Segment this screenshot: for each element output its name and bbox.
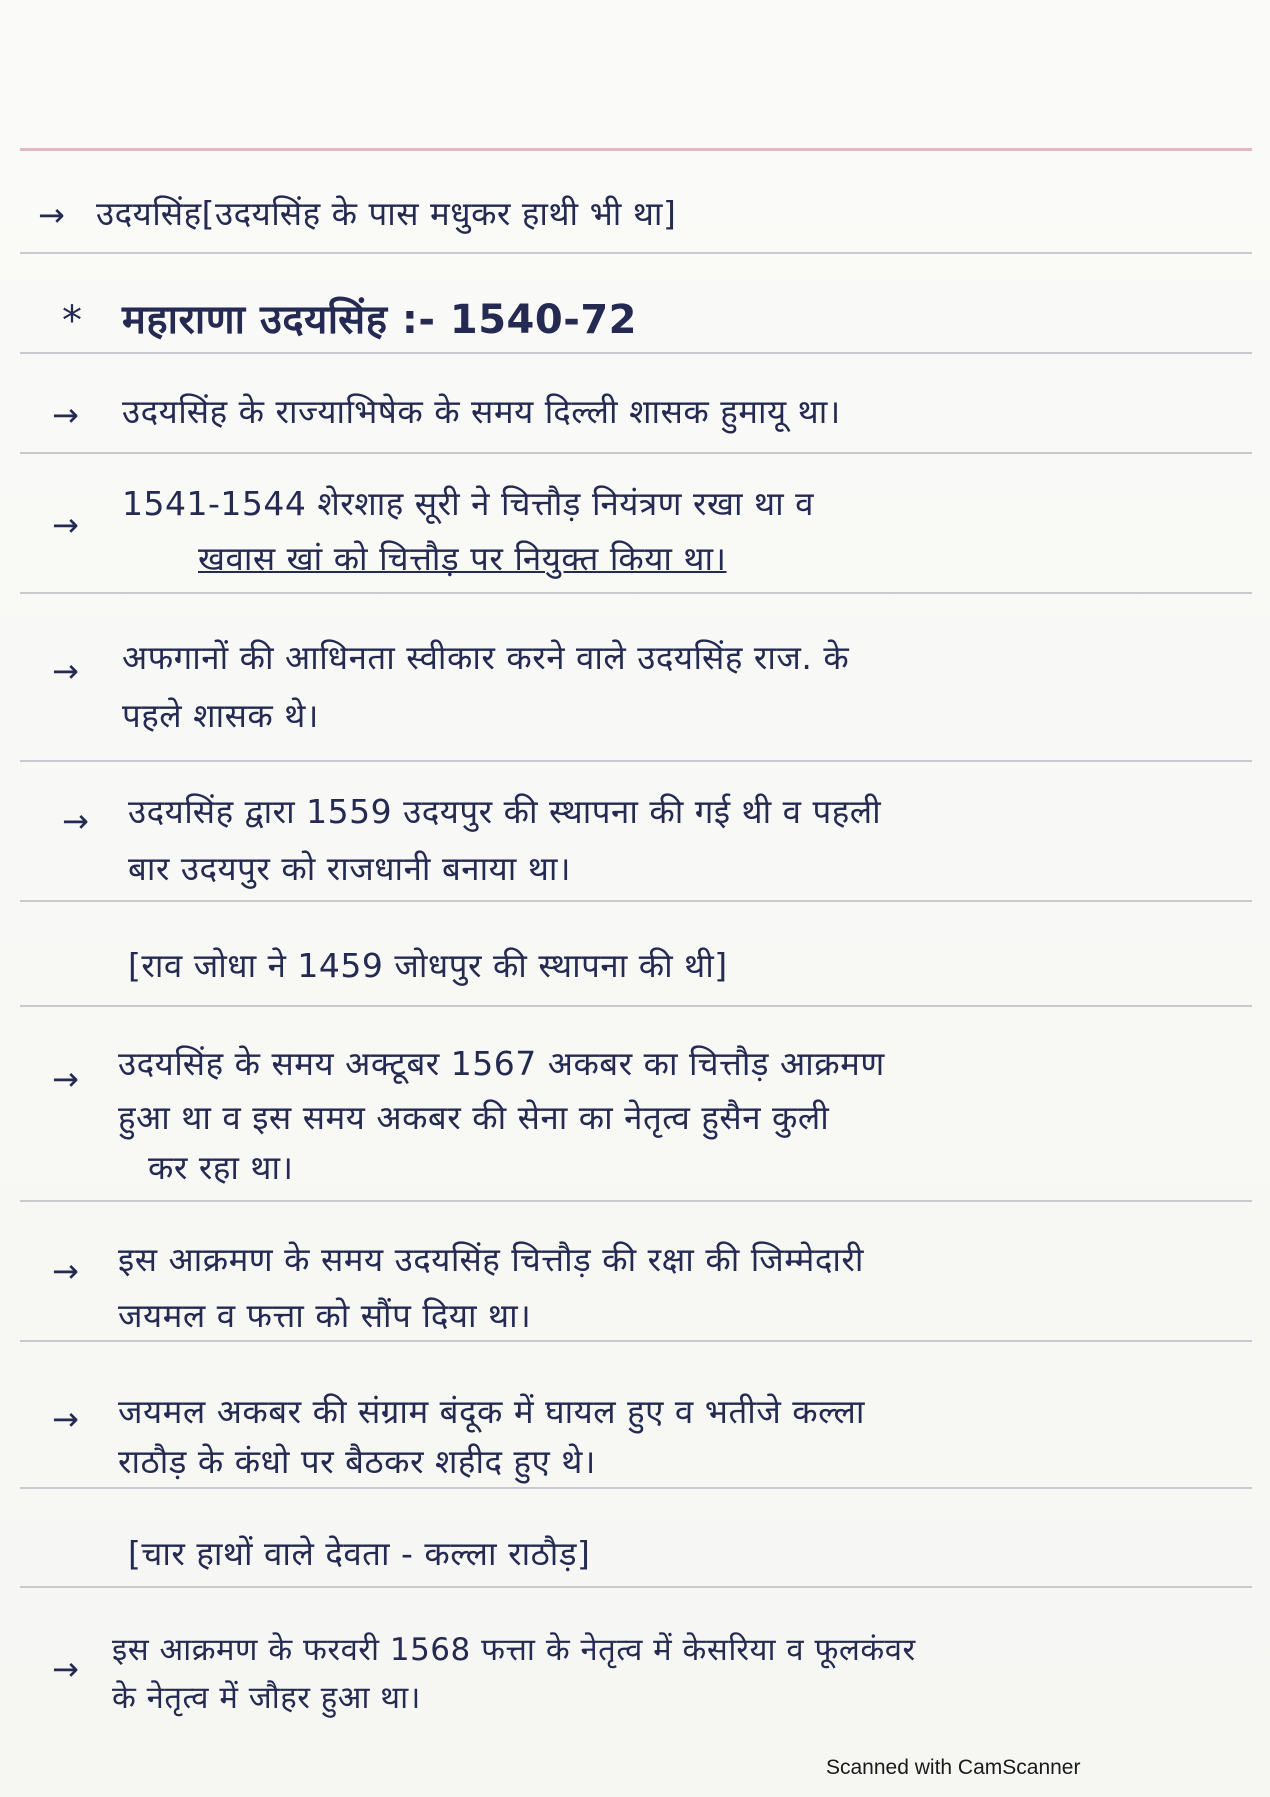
arrow-bullet: → <box>52 396 79 434</box>
ruled-line <box>20 1340 1252 1342</box>
note-line-7c: कर रहा था। <box>148 1148 294 1187</box>
arrow-bullet: → <box>52 1060 79 1098</box>
note-line-8a: इस आक्रमण के समय उदयसिंह चित्तौड़ की रक्षा की जिम्मेदारी <box>118 1240 864 1279</box>
note-line-3a: 1541-1544 शेरशाह सूरी ने चित्तौड़ नियंत्रण रखा था व <box>122 484 815 523</box>
note-line-2: उदयसिंह के राज्याभिषेक के समय दिल्ली शासक हुमायू था। <box>122 392 841 431</box>
ruled-line <box>20 452 1252 454</box>
section-heading: महाराणा उदयसिंह :- 1540-72 <box>122 297 637 343</box>
note-line-8b: जयमल व फत्ता को सौंप दिया था। <box>118 1296 532 1335</box>
arrow-bullet: → <box>52 1650 79 1688</box>
arrow-bullet: → <box>52 652 79 690</box>
ruled-line <box>20 352 1252 354</box>
note-line-3b: खवास खां को चित्तौड़ पर नियुक्त किया था। <box>198 539 727 578</box>
arrow-bullet: → <box>52 1400 79 1438</box>
ruled-line <box>20 760 1252 762</box>
note-line-11b: के नेतृत्व में जौहर हुआ था। <box>112 1680 421 1716</box>
ruled-line <box>20 1487 1252 1489</box>
arrow-bullet: → <box>38 196 65 234</box>
ruled-line <box>20 1586 1252 1588</box>
note-line-9b: राठौड़ के कंधो पर बैठकर शहीद हुए थे। <box>118 1442 596 1481</box>
arrow-bullet: → <box>62 802 89 840</box>
heading-star-marker: * <box>62 298 82 344</box>
ruled-line <box>20 592 1252 594</box>
note-line-10-bracketed: [चार हाथों वाले देवता - कल्ला राठौड़] <box>128 1534 591 1573</box>
note-line-1: उदयसिंह[उदयसिंह के पास मधुकर हाथी भी था] <box>96 194 677 233</box>
note-line-5b: बार उदयपुर को राजधानी बनाया था। <box>128 849 571 888</box>
arrow-bullet: → <box>52 506 79 544</box>
ruled-line <box>20 900 1252 902</box>
ruled-line <box>20 252 1252 254</box>
ruled-line <box>20 1005 1252 1007</box>
ruled-line <box>20 1200 1252 1202</box>
note-line-9a: जयमल अकबर की संग्राम बंदूक में घायल हुए व भतीजे कल्ला <box>118 1392 865 1431</box>
page-top-rule <box>20 148 1252 151</box>
note-line-7b: हुआ था व इस समय अकबर की सेना का नेतृत्व हुसैन कुली <box>118 1098 830 1137</box>
camscanner-watermark: Scanned with CamScanner <box>826 1756 1081 1779</box>
note-line-5a: उदयसिंह द्वारा 1559 उदयपुर की स्थापना की गई थी व पहली <box>128 792 882 831</box>
note-line-7a: उदयसिंह के समय अक्टूबर 1567 अकबर का चित्तौड़ आक्रमण <box>118 1044 885 1083</box>
note-line-4a: अफगानों की आधिनता स्वीकार करने वाले उदयसिंह राज. के <box>122 638 850 677</box>
note-line-6-bracketed: [राव जोधा ने 1459 जोधपुर की स्थापना की थी] <box>128 946 728 985</box>
note-line-4b: पहले शासक थे। <box>122 696 319 735</box>
arrow-bullet: → <box>52 1252 79 1290</box>
note-line-11a: इस आक्रमण के फरवरी 1568 फत्ता के नेतृत्व में केसरिया व फूलकंवर <box>112 1632 916 1668</box>
